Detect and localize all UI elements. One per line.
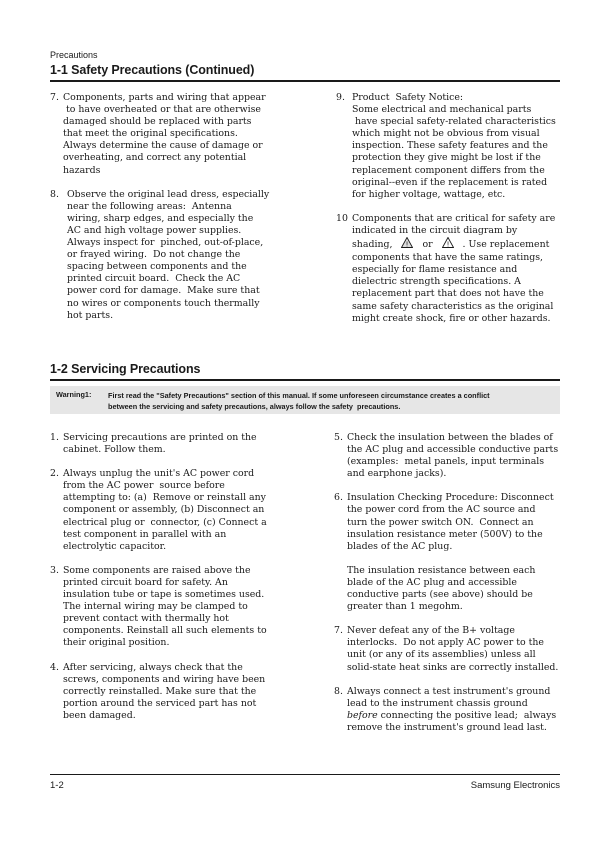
servicing-right-column — [334, 432, 566, 734]
item-text: Components, parts and wiring that appear to have overheated or that are otherwise damaged should be replaced with parts that meet the original specifications. Always determine the cause of damage or overheating, and correct any potential hazards — [63, 92, 266, 176]
warning-triangle-icon — [442, 237, 454, 252]
servicing-left-column — [50, 432, 300, 722]
item-number: 7. — [334, 625, 343, 637]
item-text: Insulation Checking Procedure: Disconnect the power cord from the AC source and turn the power switch ON. Connect an insulation resistance meter (500V) to the blades of the AC plug. — [347, 492, 554, 552]
servicing-item-7 — [334, 625, 566, 673]
item-text: Some components are raised above the printed circuit board for safety. An insulation tube or tape is sometimes used. The internal wiring may be clamped to prevent contact with thermally hot components. Reinstall all such elements to their original position. — [63, 564, 267, 649]
item-number: 3. — [50, 564, 59, 576]
servicing-item-4 — [50, 662, 300, 722]
servicing-rule — [50, 379, 560, 381]
item-text — [347, 686, 566, 734]
item-number: 10 — [336, 212, 348, 224]
text-line: Always connect a test instrument's ground — [347, 685, 551, 697]
servicing-item-6-continued — [334, 565, 566, 613]
item-number: 2. — [50, 468, 59, 480]
safety-item-7 — [50, 92, 290, 177]
svg-text:!: ! — [406, 240, 409, 249]
safety-item-10 — [336, 213, 566, 325]
safety-right-column — [336, 92, 566, 325]
footer-company: Samsung Electronics — [470, 780, 560, 791]
servicing-item-8 — [334, 686, 566, 734]
italic-word: before — [347, 709, 378, 721]
page-title: 1-1 Safety Precautions (Continued) — [50, 63, 255, 77]
item-text — [352, 213, 566, 325]
text-line-with-symbols — [352, 237, 566, 252]
text-line: indicated in the circuit diagram by — [352, 224, 518, 236]
warning-triangle-shaded-icon — [401, 237, 413, 252]
text-line: remove the instrument's ground lead last. — [347, 721, 547, 733]
item-text: The insulation resistance between each blade of the AC plug and accessible conductive parts (see above) should be greater than 1 megohm. — [347, 564, 536, 613]
item-text: Product Safety Notice: Some electrical and mechanical parts have special safety-related characteristics which might not be obvious from visual inspection. These safety features and the protection they give might be lost if the replacement component differs from the original--even if the replacement is rated for higher voltage, wattage, etc. — [352, 92, 556, 200]
text-or: or — [422, 239, 433, 251]
item-text: After servicing, always check that the screws, components and wiring have been correctly reinstalled. Make sure that the portion around the serviced part has not been damaged. — [63, 661, 266, 721]
safety-item-9 — [336, 92, 566, 201]
servicing-item-2 — [50, 468, 300, 553]
svg-text:!: ! — [446, 240, 449, 249]
item-number: 6. — [334, 492, 343, 504]
text-tail: . Use replacement — [462, 239, 550, 251]
item-number: 9. — [336, 92, 345, 103]
item-number: 5. — [334, 432, 343, 443]
safety-left-column — [50, 92, 290, 322]
safety-item-8 — [50, 189, 290, 322]
text-tail: connecting the positive lead; always — [377, 709, 557, 721]
footer-rule — [50, 774, 560, 775]
servicing-item-6 — [334, 492, 566, 552]
item-text: Observe the original lead dress, especially near the following areas: Antenna wiring, sharp edges, and especially the AC and high voltage power supplies. Always inspect for pinched, out-of-place, or frayed wiring. Do not change the spacing between components and the printed circuit board. Check the AC power cord for damage. Make sure that no wires or components touch thermally hot parts. — [67, 188, 270, 321]
page-number: 1-2 — [50, 780, 64, 791]
item-text: Never defeat any of the B+ voltage interlocks. Do not apply AC power to the unit (or any of its assemblies) unless all solid-state heat sinks are correctly installed. — [347, 625, 559, 673]
section-title-servicing: 1-2 Servicing Precautions — [50, 362, 201, 376]
servicing-item-1 — [50, 432, 300, 456]
item-number: 8. — [50, 188, 59, 200]
warning-text: First read the "Safety Precautions" section of this manual. If some unforeseen circumstance creates a conflict between the servicing and safety precautions, always follow the safety precautions. — [108, 391, 490, 411]
text-rest: components that have the same ratings, especially for flame resistance and dielectric strength specifications. A replacement part that does not have the same safety characteristics as the original might create shock, fire or other hazards. — [352, 252, 554, 324]
section-label: Precautions — [50, 50, 98, 60]
item-text: Always unplug the unit's AC power cord from the AC power source before attempting to: (a) Remove or reinstall any component or assembly, (b) Disconnect an electrical plug or connector, (c) Connect a test component in parallel with an electrolytic capacitor. — [63, 468, 267, 552]
item-number: 1. — [50, 432, 59, 443]
servicing-item-3 — [50, 565, 300, 650]
item-number: 8. — [334, 685, 343, 697]
title-rule — [50, 80, 560, 82]
text-line: lead to the instrument chassis ground — [347, 697, 528, 709]
item-number: 4. — [50, 661, 59, 673]
text-shading: shading, — [352, 239, 393, 251]
item-text: Check the insulation between the blades of the AC plug and accessible conductive parts (examples: metal panels, input terminals and earphone jacks). — [347, 432, 559, 480]
servicing-item-5 — [334, 432, 566, 480]
item-number: 7. — [50, 92, 59, 103]
item-text: Servicing precautions are printed on the cabinet. Follow them. — [63, 432, 257, 456]
text-line: Components that are critical for safety are — [352, 212, 556, 224]
warning-label: Warning1: — [56, 390, 92, 399]
text-line-with-italic — [347, 710, 566, 722]
